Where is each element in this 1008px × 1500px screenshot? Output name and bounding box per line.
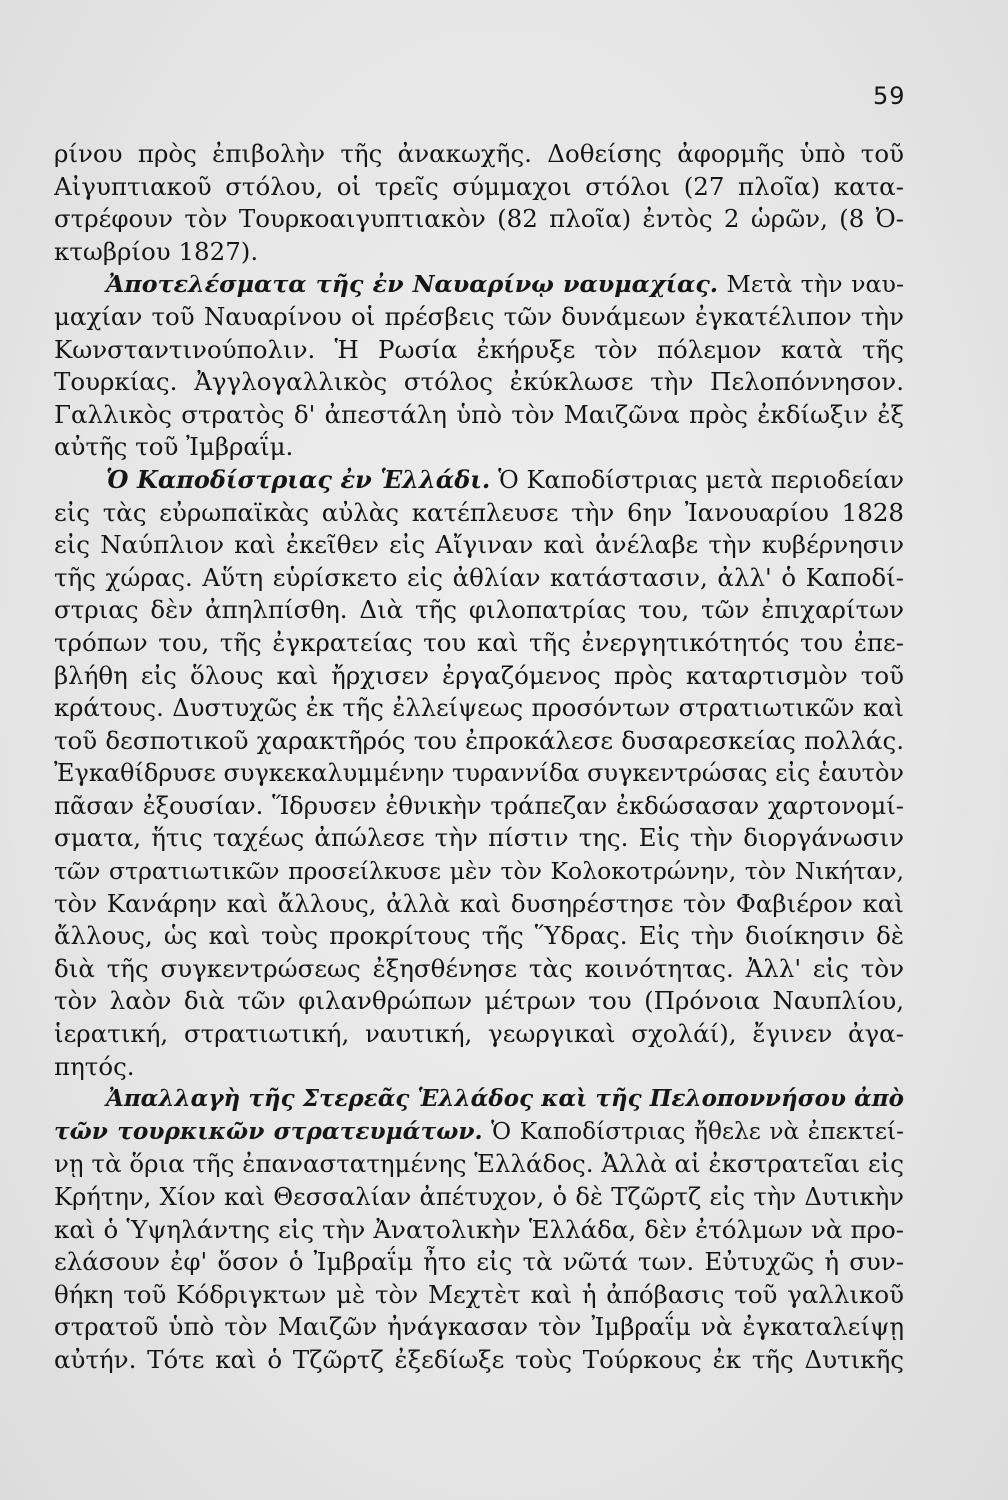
line-text: πᾶσαν ἐξουσίαν. Ἵδρυσεν ἐθνικὴν τράπεζαν ἐκδώσασαν χαρτονομί-	[54, 790, 904, 820]
line-text: τῆς χώρας. Αὕτη εὑρίσκετο εἰς ἀθλίαν κατάστασιν, ἀλλ' ὁ Καποδί-	[54, 562, 904, 592]
text-line	[54, 594, 904, 627]
line-text: εἰς Ναύπλιον καὶ ἐκεῖθεν εἰς Αἴγιναν καὶ ἀνέλαβε τὴν κυβέρνησιν	[54, 530, 904, 560]
text-line	[54, 1279, 904, 1312]
text-line	[54, 431, 904, 464]
line-text: διὰ τῆς συγκεντρώσεως ἐξησθένησε τὰς κοινότητας. Ἀλλ' εἰς τὸν	[54, 953, 904, 983]
text-line	[54, 790, 904, 823]
body-text	[54, 138, 904, 1377]
text-line	[54, 1246, 904, 1279]
line-text: πητός.	[54, 1051, 135, 1081]
line-text: Ὁ Καποδίστριας μετὰ περιοδείαν	[490, 465, 904, 494]
section-heading: Ὁ Καποδίστριας ἐν Ἑλλάδι.	[106, 464, 491, 494]
text-line	[54, 953, 904, 986]
line-text: ρίνου πρὸς ἐπιβολὴν τῆς ἀνακωχῆς. Δοθείσης ἀφορμῆς ὑπὸ τοῦ	[54, 139, 904, 168]
text-line	[54, 1181, 904, 1214]
text-line	[54, 301, 904, 334]
text-line	[54, 920, 904, 953]
text-line	[54, 855, 904, 888]
text-line	[54, 562, 904, 595]
text-line	[54, 1148, 904, 1181]
section-heading: τῶν τουρκικῶν στρατευμάτων.	[54, 1117, 483, 1145]
section-heading: Ἀποτελέσματα τῆς ἐν Ναυαρίνῳ ναυμαχίας.	[106, 270, 719, 299]
line-text: στρατοῦ ὑπὸ τὸν Μαιζῶν ἠνάγκασαν τὸν Ἰμβραΐμ νὰ ἐγκαταλείψῃ	[54, 1312, 904, 1342]
line-text: σματα, ἥτις ταχέως ἀπώλεσε τὴν πίστιν της. Εἰς τὴν διοργάνωσιν	[54, 823, 904, 853]
text-line	[54, 757, 904, 790]
text-line	[54, 171, 904, 204]
text-line	[54, 236, 904, 269]
text-line	[54, 888, 904, 921]
line-text: κράτους. Δυστυχῶς ἐκ τῆς ἐλλείψεως προσόντων στρατιωτικῶν καὶ	[54, 693, 904, 723]
line-text: Μετὰ τὴν ναυ-	[718, 270, 904, 299]
line-text: ἱερατική, στρατιωτική, ναυτική, γεωργικαὶ σχολάί), ἔγινεν ἀγα-	[54, 1019, 904, 1049]
text-line	[54, 1344, 904, 1377]
line-text: Αἰγυπτιακοῦ στόλου, οἱ τρεῖς σύμμαχοι στόλοι (27 πλοῖα) κατα-	[54, 171, 904, 201]
text-line	[54, 692, 904, 725]
text-line	[54, 627, 904, 660]
text-line	[54, 138, 904, 171]
line-text: νῃ τὰ ὅρια τῆς ἐπαναστατημένης Ἑλλάδος. Ἀλλὰ αἱ ἐκστρατεῖαι εἰς	[54, 1149, 904, 1179]
line-text: Ὁ Καποδίστριας ἤθελε νὰ ἐπεκτεί-	[482, 1117, 904, 1145]
line-text: τοῦ δεσποτικοῦ χαρακτῆρός του ἐπροκάλεσε δυσαρεσκείας πολλάς.	[54, 725, 904, 755]
line-text: κτωβρίου 1827).	[54, 236, 259, 266]
line-text: καὶ ὁ Ὑψηλάντης εἰς τὴν Ἀνατολικὴν Ἑλλάδα, δὲν ἐτόλμων νὰ προ-	[54, 1214, 904, 1244]
text-line	[54, 334, 904, 367]
text-line	[54, 822, 904, 855]
text-line	[54, 464, 904, 497]
text-line	[54, 1116, 904, 1149]
text-line	[54, 725, 904, 758]
page-number: 59	[873, 82, 906, 110]
line-text: τρόπων του, τῆς ἐγκρατείας του καὶ τῆς ἐνεργητικότητός του ἐπε-	[54, 627, 904, 657]
text-line	[54, 1083, 904, 1116]
text-line	[54, 1018, 904, 1051]
text-line	[54, 268, 904, 301]
line-text: βλήθη εἰς ὅλους καὶ ἤρχισεν ἐργαζόμενος πρὸς καταρτισμὸν τοῦ	[54, 660, 904, 690]
text-line	[54, 497, 904, 530]
line-text: ελάσουν ἐφ' ὅσον ὁ Ἰμβραΐμ ἦτο εἰς τὰ νῶτά των. Εὐτυχῶς ἡ συν-	[54, 1247, 904, 1277]
line-text: Γαλλικὸς στρατὸς δ' ἀπεστάλη ὑπὸ τὸν Μαιζῶνα πρὸς ἐκδίωξιν ἐξ	[54, 399, 904, 429]
text-line	[54, 660, 904, 693]
text-line	[54, 529, 904, 562]
line-text: εἰς τὰς εὐρωπαϊκὰς αὐλὰς κατέπλευσε τὴν 6ην Ἰανουαρίου 1828	[54, 497, 904, 527]
line-text: τὸν Κανάρην καὶ ἄλλους, ἀλλὰ καὶ δυσηρέστησε τὸν Φαβιέρον καὶ	[54, 888, 904, 918]
line-text: Τουρκίας. Ἀγγλογαλλικὸς στόλος ἐκύκλωσε τὴν Πελοπόννησον.	[54, 367, 904, 397]
line-text: Ἐγκαθίδρυσε συγκεκαλυμμένην τυραννίδα συγκεντρώσας εἰς ἑαυτὸν	[54, 759, 904, 788]
line-text: αὐτήν. Τότε καὶ ὁ Τζῶρτζ ἐξεδίωξε τοὺς Τούρκους ἐκ τῆς Δυτικῆς	[54, 1344, 904, 1374]
line-text: ἄλλους, ὡς καὶ τοὺς προκρίτους τῆς Ὕδρας. Εἰς τὴν διοίκησιν δὲ	[54, 921, 904, 951]
section-heading: Ἀπαλλαγὴ τῆς Στερεᾶς Ἑλλάδος καὶ τῆς Πελοποννήσου ἀπὸ	[106, 1085, 904, 1113]
text-line	[54, 1311, 904, 1344]
line-text: τῶν στρατιωτικῶν προσείλκυσε μὲν τὸν Κολοκοτρώνην, τὸν Νικήταν,	[54, 857, 904, 886]
text-line	[54, 399, 904, 432]
line-text: Κωνσταντινούπολιν. Ἡ Ρωσία ἐκήρυξε τὸν πόλεμον κατὰ τῆς	[54, 334, 904, 364]
text-line	[54, 1214, 904, 1247]
text-line	[54, 366, 904, 399]
text-line	[54, 985, 904, 1018]
line-text: στρέφουν τὸν Τουρκοαιγυπτιακὸν (82 πλοῖα) ἐντὸς 2 ὡρῶν, (8 Ὀ-	[54, 204, 904, 234]
text-line	[54, 203, 904, 236]
line-text: θήκη τοῦ Κόδριγκτων μὲ τὸν Μεχτὲτ καὶ ἡ ἀπόβασις τοῦ γαλλικοῦ	[54, 1279, 904, 1309]
line-text: αὐτῆς τοῦ Ἰμβραΐμ.	[54, 432, 294, 462]
text-line	[54, 1051, 904, 1084]
line-text: στριας δὲν ἀπηλπίσθη. Διὰ τῆς φιλοπατρίας του, τῶν ἐπιχαρίτων	[54, 595, 904, 625]
line-text: τὸν λαὸν διὰ τῶν φιλανθρώπων μέτρων του (Πρόνοια Ναυπλίου,	[54, 986, 904, 1016]
line-text: Κρήτην, Χίον καὶ Θεσσαλίαν ἀπέτυχον, ὁ δὲ Τζῶρτζ εἰς τὴν Δυτικὴν	[54, 1182, 904, 1211]
line-text: μαχίαν τοῦ Ναυαρίνου οἱ πρέσβεις τῶν δυνάμεων ἐγκατέλιπον τὴν	[54, 301, 904, 331]
